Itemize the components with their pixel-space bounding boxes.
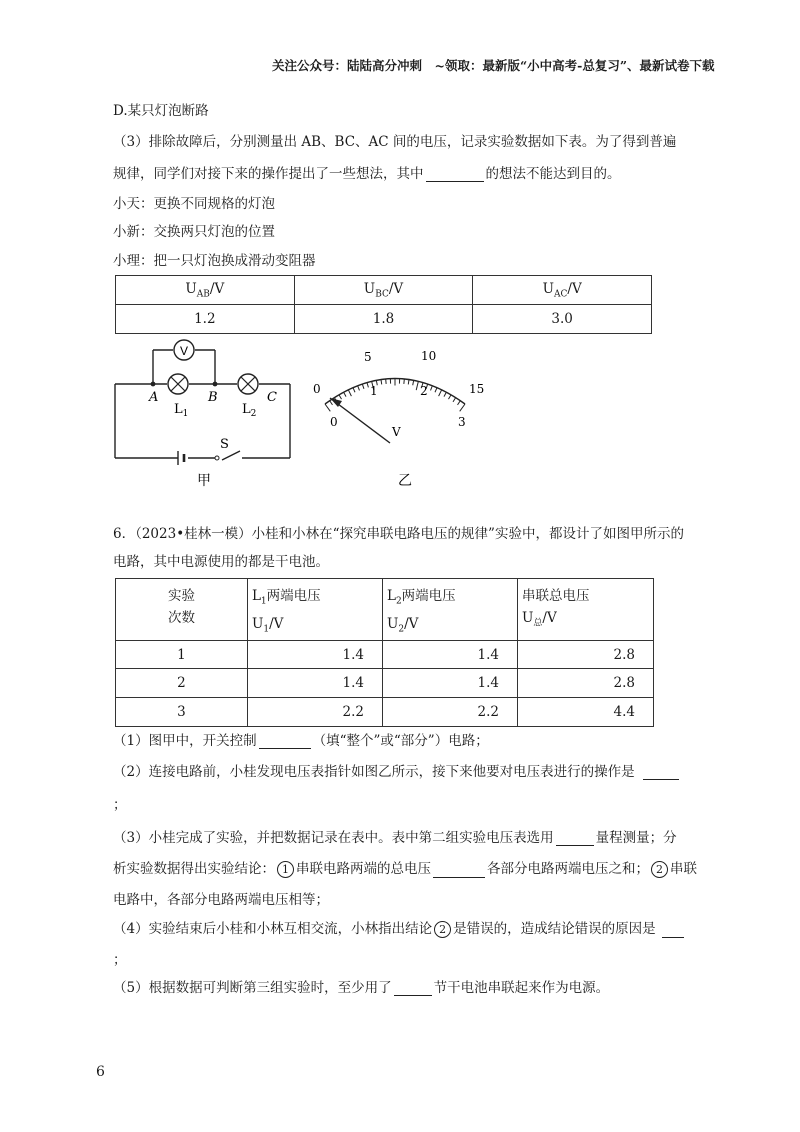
table-header-row	[116, 579, 654, 641]
point-a-label: A	[149, 390, 159, 405]
sub-q1-text: （1）图甲中，开关控制	[113, 733, 257, 749]
sub-q1-blank[interactable]	[259, 734, 311, 749]
dial-tick	[408, 380, 409, 385]
inner-tick-label: 3	[458, 415, 466, 429]
header-u-total: 串联总电压 $U_总/V$	[518, 579, 654, 641]
sub-q5-text: （5）根据数据可判断第三组实验时，至少用了	[113, 980, 392, 996]
experiment-table	[115, 578, 654, 727]
circled-number-1: 1	[277, 861, 294, 878]
u2-value: 2.2	[382, 698, 517, 727]
header-ubc: $U_{BC}/V$	[294, 276, 473, 305]
u2-value: 1.4	[382, 641, 517, 669]
dial-tick	[358, 386, 360, 391]
dial-tick	[453, 398, 456, 402]
point-c-label: C	[267, 390, 277, 405]
inner-tick-label: 2	[420, 384, 428, 398]
page-number: 6	[96, 1064, 105, 1080]
outer-tick-label: 0	[313, 382, 321, 396]
u1-value: 2.2	[247, 698, 382, 727]
dial-tick	[381, 380, 382, 385]
table-header-row	[116, 276, 652, 305]
table-row	[116, 669, 654, 698]
option-d: D.某只灯泡断路	[113, 103, 209, 119]
header-uac: $U_{AC}/V$	[473, 276, 652, 305]
u-total-value: 2.8	[518, 669, 654, 698]
table-row	[116, 698, 654, 727]
lamp-l1-symbol	[168, 374, 188, 394]
dial-tick	[325, 404, 330, 411]
opinion-xiaoli: 小理：把一只灯泡换成滑动变阻器	[113, 253, 316, 269]
u-total-value: 4.4	[518, 698, 654, 727]
dial-tick	[448, 395, 451, 399]
dial-tick	[330, 401, 333, 405]
dial-tick	[439, 390, 442, 396]
sub-q3-conclusion-1-end: 各部分电路两端电压之和；	[487, 861, 649, 877]
dial-tick	[413, 380, 414, 385]
voltage-table	[115, 275, 652, 334]
table-row	[116, 641, 654, 669]
lamp-l1-label: $L_1$	[174, 402, 189, 419]
circuit-diagram	[105, 338, 305, 488]
sub-question-3	[113, 826, 677, 846]
lamp-l2-symbol	[238, 374, 258, 394]
u-total-value: 2.8	[518, 641, 654, 669]
header-trial: 实验 次数	[116, 579, 248, 641]
dial-tick	[339, 395, 342, 399]
sub-q4-text-2: 是错误的，造成结论错误的原因是	[453, 921, 656, 937]
sub-q3-blank-compare[interactable]	[433, 863, 485, 878]
u2-value: 1.4	[382, 669, 517, 698]
circled-number-2: 2	[651, 861, 668, 878]
dial-tick	[444, 392, 446, 396]
sub-q3-conclusion-2: 串联	[670, 861, 697, 877]
voltmeter-dial	[300, 338, 500, 488]
sub-q3-text: （3）小桂完成了实验，并把数据记录在表中。表中第二组实验电压表选用	[113, 830, 554, 846]
dial-tick	[416, 381, 418, 390]
sub-q2-blank[interactable]	[643, 765, 679, 780]
u1-value: 1.4	[247, 669, 382, 698]
sub-q5-text-2: 节干电池串联起来作为电源。	[433, 980, 610, 996]
junction-b-dot	[213, 382, 218, 387]
trial-number: 3	[116, 698, 248, 727]
header-u2: $L_2$两端电压 $U_2/V$	[382, 579, 517, 641]
sub-q4-text: （4）实验结束后小桂和小林互相交流，小林指出结论	[113, 921, 433, 937]
value-ubc: 1.8	[294, 305, 473, 334]
q3-line2-post: 的想法不能达到目的。	[485, 166, 621, 182]
sub-question-4	[113, 917, 686, 938]
q3-answer-blank[interactable]	[426, 167, 484, 182]
sub-q3-conclusion-intro: 析实验数据得出实验结论：	[113, 861, 275, 877]
sub-q1-text-end: （填“整个”或“部分”）电路；	[312, 733, 489, 749]
opinion-xiaoxin: 小新：交换两只灯泡的位置	[113, 224, 275, 240]
q3-line1: （3）排除故障后，分别测量出 AB、BC、AC 间的电压，记录实验数据如下表。为了得到普遍	[113, 134, 677, 150]
dial-tick	[344, 392, 346, 396]
q3-line2	[113, 162, 621, 182]
u1-value: 1.4	[247, 641, 382, 669]
dial-tick	[460, 404, 465, 411]
junction-a-dot	[151, 382, 156, 387]
header-u1: $L_1$两端电压 $U_1/V$	[247, 579, 382, 641]
sub-q2-end: ；	[113, 797, 127, 813]
sub-q4-blank[interactable]	[662, 923, 684, 938]
trial-number: 1	[116, 641, 248, 669]
voltmeter-label: V	[179, 344, 189, 358]
sub-q3-text-2: 量程测量；分	[595, 830, 677, 846]
sub-question-5	[113, 976, 609, 996]
sub-question-1	[113, 729, 489, 749]
value-uac: 3.0	[473, 305, 652, 334]
opinion-xiaotian: 小天：更换不同规格的灯泡	[113, 196, 275, 212]
needle-unit-label: V	[392, 425, 401, 439]
q6-line2: 电路，其中电源使用的都是干电池。	[113, 554, 329, 570]
sub-q3-line3: 电路中，各部分电路两端电压相等；	[113, 892, 329, 908]
switch-label: S	[220, 437, 229, 452]
header-uab: $U_{AB}/V$	[116, 276, 295, 305]
sub-q4-end: ；	[113, 952, 127, 968]
table-row	[116, 305, 652, 334]
q6-line1: 6．（2023•桂林一模）小桂和小林在“探究串联电路电压的规律”实验中，都设计了如图甲所示的	[113, 526, 684, 542]
circled-number-2: 2	[434, 921, 451, 938]
battery-symbol	[178, 451, 184, 465]
dial-tick	[353, 388, 355, 393]
figure-yi-caption: 乙	[398, 473, 412, 488]
trial-number: 2	[116, 669, 248, 698]
value-uab: 1.2	[116, 305, 295, 334]
inner-tick-label: 0	[330, 415, 338, 429]
switch-contact-icon	[215, 456, 219, 460]
dial-tick	[458, 401, 461, 405]
figure-jia-caption: 甲	[197, 473, 211, 488]
sub-q2-text: （2）连接电路前，小桂发现电压表指针如图乙所示，接下来他要对电压表进行的操作是	[113, 764, 635, 780]
sub-q3-blank-range[interactable]	[556, 831, 594, 846]
outer-tick-label: 5	[364, 350, 372, 364]
dial-tick	[367, 383, 368, 388]
dial-tick	[435, 388, 437, 393]
lamp-l2-label: $L_2$	[242, 402, 257, 419]
page-header: 关注公众号：陆陆高分冲刺 ~领取：最新版“小中高考-总复习”、最新试卷下载	[272, 58, 715, 73]
sub-q5-blank[interactable]	[394, 981, 432, 996]
point-b-label: B	[208, 390, 218, 405]
inner-tick-label: 1	[370, 384, 378, 398]
outer-tick-label: 10	[421, 349, 437, 363]
sub-q3-line2	[113, 857, 697, 878]
dial-tick	[431, 386, 433, 391]
dial-tick	[362, 384, 364, 389]
dial-tick	[348, 390, 351, 396]
dial-ticks	[325, 379, 465, 412]
outer-tick-label: 15	[469, 382, 485, 396]
sub-question-2	[113, 760, 681, 780]
sub-q3-conclusion-1: 串联电路两端的总电压	[296, 861, 431, 877]
q3-line2-pre: 规律，同学们对接下来的操作提出了一些想法，其中	[113, 166, 424, 182]
